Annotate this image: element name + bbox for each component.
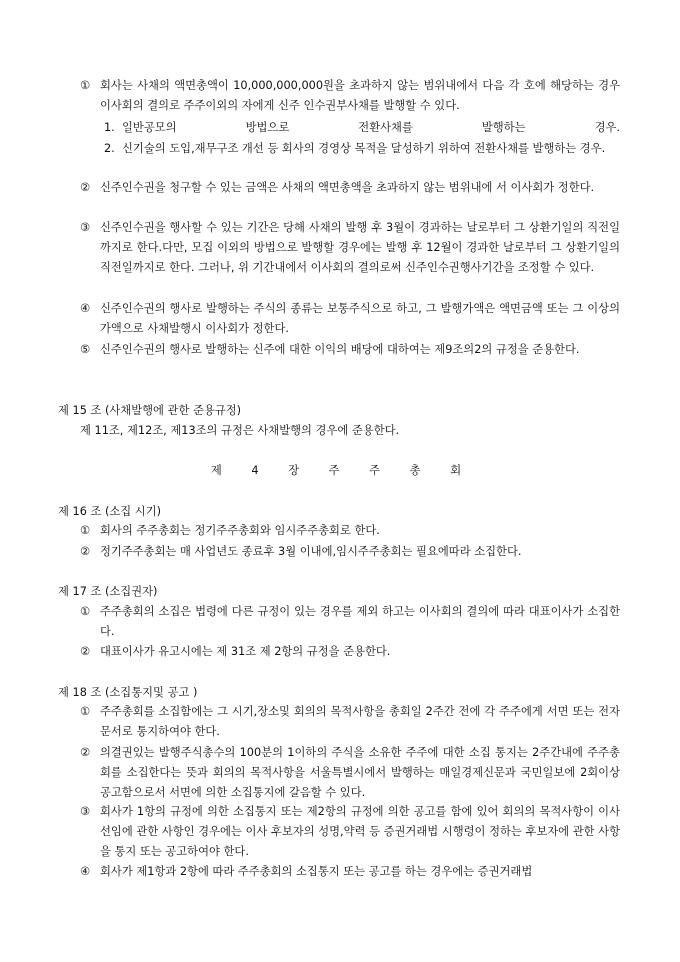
paragraph-number: ④ [80, 302, 91, 315]
paragraph-text: 신주인수권을 행사할 수 있는 기간은 당해 사채의 발행 후 3월이 경과하는 날로부터 그 상환기일의 직전일까지로 한다.다만, 모집 이외의 방법으로 발행할 경우에는 발행 후 12월이 경과한 날로부터 그 상환기일의 직전일까지로 한다. 그러나, 위 기간내에서 이사회의 결의로써 신주인수권행사기간을 조정할 수 있다. [100, 221, 620, 274]
paragraph-2 [80, 178, 620, 198]
paragraph-text: 주주총회를 소집함에는 그 시기,장소및 회의의 목적사항을 총회일 2주간 전에 각 주주에게 서면 또는 전자문서로 통지하여야 한다. [100, 705, 620, 738]
paragraph-number: ② [80, 645, 91, 658]
paragraph-number: ③ [80, 805, 91, 818]
paragraph-number: ② [80, 746, 91, 759]
article-18-heading: 제 18 조 (소집통지및 공고 ) [58, 686, 198, 699]
paragraph-1 [80, 76, 620, 116]
paragraph-text: 회사가 1항의 규정에 의한 소집통지 또는 제2항의 규정에 의한 공고를 함에 있어 회의의 목적사항이 이사 선임에 관한 사항인 경우에는 이사 후보자의 성명,약력 등 증권거래법 시행령이 정하는 후보자에 관한 사항을 통지 또는 공고하여야 한다. [100, 805, 620, 858]
paragraph-text: 신주인수권을 청구할 수 있는 금액은 사채의 액면총액을 초과하지 않는 범위내에 서 이사회가 정한다. [100, 181, 595, 194]
sub-item-text: 신기술의 도입,재무구조 개선 등 회사의 경영상 목적을 달성하기 위하여 전환사채를 발행하는 경우. [122, 142, 606, 155]
paragraph-text: 회사의 주주총회는 정기주주총회와 임시주주총회로 한다. [100, 524, 380, 537]
paragraph-text: 의결권있는 발행주식총수의 100분의 1이하의 주식을 소유한 주주에 대한 소집 통지는 2주간내에 주주총회를 소집한다는 뜻과 회의의 목적사항을 서울특별시에서 발행하는 매일경제신문과 국민일보에 2회이상 공고함으로서 서면에 의한 소집통지에 갈음할 수 있다. [100, 746, 621, 799]
paragraph-number: ⑤ [80, 343, 91, 356]
article-15-text: 제 11조, 제12조, 제13조의 규정은 사채발행의 경우에 준용한다. [80, 424, 400, 437]
paragraph-number: ③ [80, 221, 91, 234]
article-18-paragraph-3 [80, 802, 620, 862]
paragraph-number: ② [80, 181, 91, 194]
sub-item-2 [104, 139, 620, 159]
article-18-paragraph-1 [80, 702, 620, 742]
article-15-heading: 제 15 조 (사채발행에 관한 준용규정) [58, 404, 242, 417]
sub-item-number: 2. [104, 142, 115, 155]
paragraph-number: ② [80, 545, 91, 558]
paragraph-text: 회사가 제1항과 2항에 따라 주주총회의 소집통지 또는 공고를 하는 경우에는 증권거래법 [100, 865, 533, 878]
paragraph-text: 대표이사가 유고시에는 제 31조 제 2항의 규정을 준용한다. [100, 645, 391, 658]
article-18-paragraph-4 [80, 862, 620, 882]
paragraph-4 [80, 299, 620, 339]
chapter-title: 제 4 장 주 주 총 회 [210, 464, 470, 477]
paragraph-number: ④ [80, 865, 91, 878]
paragraph-number: ① [80, 605, 91, 618]
article-16-heading: 제 16 조 (소집 시기) [58, 505, 162, 518]
article-17-paragraph-1 [80, 602, 620, 642]
paragraph-text: 정기주주총회는 매 사업년도 종료후 3월 이내에,임시주주총회는 필요에따라 소집한다. [100, 545, 522, 558]
paragraph-text: 주주총회의 소집은 법령에 다른 규정이 있는 경우를 제외 하고는 이사회의 결의에 따라 대표이사가 소집한다. [100, 605, 620, 638]
paragraph-5 [80, 340, 620, 360]
sub-item-text: 일반공모의 방법으로 전환사채를 발행하는 경우. [122, 121, 620, 134]
paragraph-number: ① [80, 705, 91, 718]
article-16-paragraph-1 [80, 521, 620, 541]
sub-item-number: 1. [104, 121, 115, 134]
article-18-paragraph-2 [80, 743, 620, 803]
article-17-heading: 제 17 조 (소집권자) [58, 585, 158, 598]
paragraph-text: 신주인수권의 행사로 발행하는 신주에 대한 이익의 배당에 대하여는 제9조의2의 규정을 준용한다. [100, 343, 580, 356]
paragraph-number: ① [80, 79, 91, 92]
paragraph-3 [80, 218, 620, 278]
sub-item-1 [104, 118, 620, 138]
paragraph-text: 신주인수권의 행사로 발행하는 주식의 종류는 보통주식으로 하고, 그 발행가액은 액면금액 또는 그 이상의 가액으로 사채발행시 이사회가 정한다. [100, 302, 620, 335]
article-17-paragraph-2 [80, 642, 620, 662]
paragraph-number: ① [80, 524, 91, 537]
paragraph-text: 회사는 사채의 액면총액이 10,000,000,000원을 초과하지 않는 범위내에서 다음 각 호에 해당하는 경우 이사회의 결의로 주주이외의 자에게 신주 인수권부사채를 발행할 수 있다. [100, 79, 620, 112]
article-16-paragraph-2 [80, 542, 620, 562]
